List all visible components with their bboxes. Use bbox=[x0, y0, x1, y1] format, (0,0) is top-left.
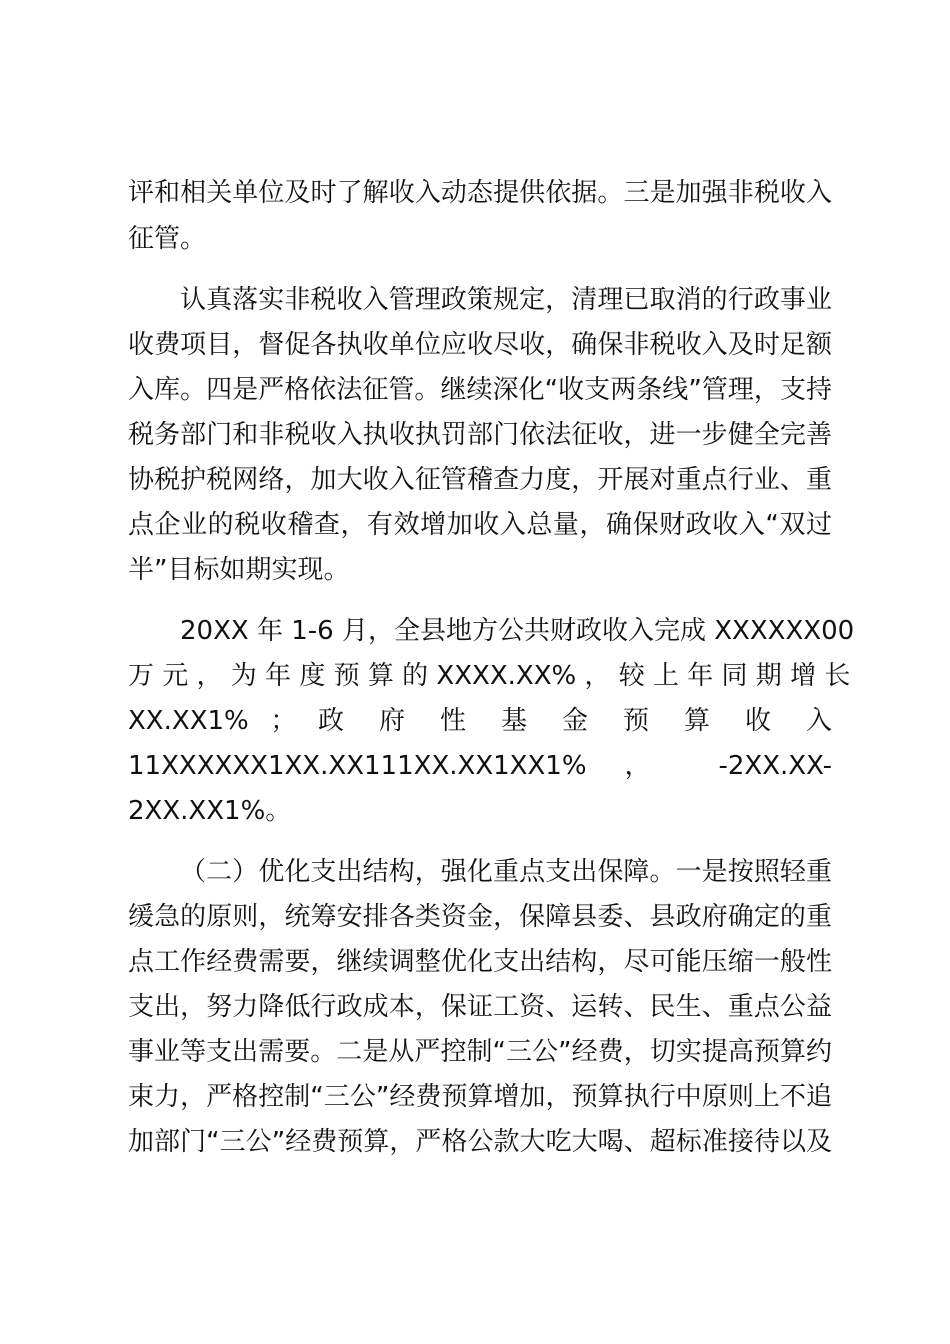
paragraph-4-line-3: 点工作经费需要，继续调整优化支出结构，尽可能压缩一般性 bbox=[128, 947, 832, 977]
paragraph-2-line-4: 税务部门和非税收入执收执罚部门依法征收，进一步健全完善 bbox=[128, 420, 832, 450]
paragraph-4-line-2: 缓急的原则，统筹安排各类资金，保障县委、县政府确定的重 bbox=[128, 902, 832, 932]
paragraph-4-line-1: （二）优化支出结构，强化重点支出保障。一是按照轻重 bbox=[180, 857, 832, 887]
paragraph-3-line-3: XX.XX1% ； 政 府 性 基 金 预 算 收 入 bbox=[128, 706, 832, 736]
paragraph-3-line-2: 万 元 ， 为 年 度 预 算 的 XXXX.XX% ， 较 上 年 同 期 增 长 bbox=[128, 661, 851, 691]
paragraph-2-line-3: 入库。四是严格依法征管。继续深化“收支两条线”管理，支持 bbox=[128, 375, 832, 405]
paragraph-1-line-2: 征管。 bbox=[128, 224, 207, 254]
paragraph-4-line-6: 束力，严格控制“三公”经费预算增加，预算执行中原则上不追 bbox=[128, 1082, 832, 1112]
paragraph-4-line-4: 支出，努力降低行政成本，保证工资、运转、民生、重点公益 bbox=[128, 992, 832, 1022]
paragraph-2-line-1: 认真落实非税收入管理政策规定，清理已取消的行政事业 bbox=[180, 285, 832, 315]
paragraph-4-line-7: 加部门“三公”经费预算，严格公款大吃大喝、超标准接待以及 bbox=[128, 1127, 832, 1157]
paragraph-1-line-1: 评和相关单位及时了解收入动态提供依据。三是加强非税收入 bbox=[128, 178, 832, 208]
paragraph-2-line-7: 半”目标如期实现。 bbox=[128, 555, 350, 585]
paragraph-2-line-6: 点企业的税收稽查，有效增加收入总量，确保财政收入“双过 bbox=[128, 510, 832, 540]
paragraph-4-line-5: 事业等支出需要。二是从严控制“三公”经费，切实提高预算约 bbox=[128, 1037, 832, 1067]
paragraph-2-line-2: 收费项目，督促各执收单位应收尽收，确保非税收入及时足额 bbox=[128, 330, 832, 360]
paragraph-2-line-5: 协税护税网络，加大收入征管稽查力度，开展对重点行业、重 bbox=[128, 465, 832, 495]
paragraph-3-line-5: 2XX.XX1%。 bbox=[128, 796, 292, 826]
paragraph-3-line-4: 11XXXXXX1XX.XX111XX.XX1XX1% ， -2XX.XX- bbox=[128, 751, 832, 781]
paragraph-3-line-1: 20XX 年 1-6 月，全县地方公共财政收入完成 XXXXXX00 bbox=[180, 616, 855, 646]
